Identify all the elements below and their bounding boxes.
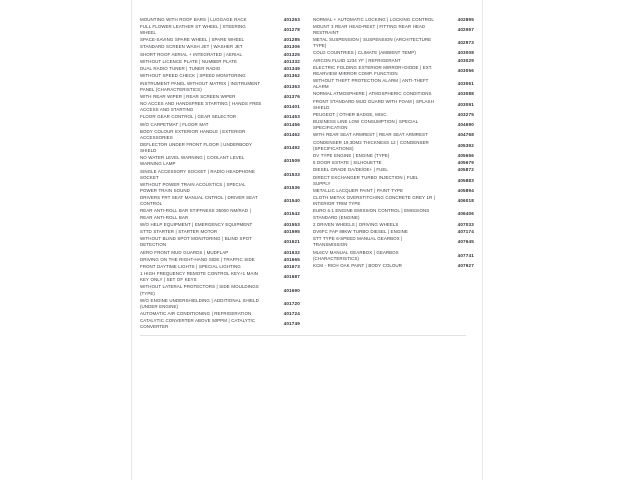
table-row xyxy=(313,174,480,187)
spec-code: 407645 xyxy=(457,239,474,245)
table-row xyxy=(313,16,480,23)
spec-code: 401363 xyxy=(283,83,300,89)
spec-description: DIRECT EXCHANGER TURBO INJECTION | FUEL SUPPLY xyxy=(313,174,419,186)
spec-code: 401362 xyxy=(283,73,300,79)
table-row xyxy=(313,249,480,262)
spec-description: W/O CARPETMAT | FLOOR MAT xyxy=(140,121,209,127)
spec-description: FULL FLOWER LEATHER ST WHEEL | STEERING WHEEL xyxy=(140,23,246,35)
table-row xyxy=(140,58,306,65)
spec-description: NO ACCES AND HANDSFREE STARTING | HANDS FREE ACCESS AND STARTING xyxy=(140,101,262,113)
spec-code: 405392 xyxy=(457,142,474,148)
spec-code: 406018 xyxy=(457,198,474,204)
spec-code: 403091 xyxy=(457,101,474,107)
table-row xyxy=(140,284,306,297)
spec-table-left-column xyxy=(140,16,310,331)
table-row xyxy=(140,195,306,208)
spec-description: NORMAL + AUTOMATIC LOCKING | LOCKING CONTROL xyxy=(313,16,434,22)
table-row xyxy=(140,310,306,317)
spec-description: DV6FC FAP 88KW TURBO DIESEL | ENGINE xyxy=(313,228,408,234)
table-row xyxy=(140,37,306,44)
spec-description: 2 DRIVEN WHEELS | DRIVING WHEELS xyxy=(313,221,399,227)
spec-description: CONDENSER 19,3DM2 THICKNESS 12 | CONDENSER (SPECIFICATIONS) xyxy=(313,139,429,151)
spec-code: 401453 xyxy=(283,114,300,120)
spec-description: REAR ANTI-ROLL BAR STIFFNESS 35000 NM/RAD | REAR ANTI-ROLL BAR xyxy=(140,208,251,220)
spec-description: W/O HELP EQUIPMENT | EMERGENCY EQUIPMENT xyxy=(140,221,253,227)
spec-code: 407174 xyxy=(457,228,474,234)
spec-description: EURO 6.1 ENGINE EMISSION CONTROL | EMISSIONS STANDARD (ENGINE) xyxy=(313,208,430,220)
spec-code: 401673 xyxy=(283,263,300,269)
spec-description: MOUNT 3 REAR HEAD-REST | FITTING REAR HEAD RESTRAINT xyxy=(313,23,426,35)
spec-code: 401749 xyxy=(283,321,300,327)
spec-code: 405894 xyxy=(457,187,474,193)
spec-code: 401690 xyxy=(283,287,300,293)
table-row xyxy=(313,64,480,77)
spec-table-right-column xyxy=(310,16,480,269)
table-row xyxy=(313,228,480,235)
spec-description: METALLIC LACQUER PAINT | PAINT TYPE xyxy=(313,187,404,193)
table-row xyxy=(140,100,306,113)
spec-code: 401325 xyxy=(283,51,300,57)
spec-description: STTD STARTER | STARTER MOTOR xyxy=(140,228,218,234)
spec-description: WITHOUT POWER TRAIN ACOUSTICS | SPECIAL POWER TRAIN SOUND xyxy=(140,181,246,193)
spec-code: 401509 xyxy=(283,158,300,164)
spec-table xyxy=(140,16,480,331)
spec-code: 403029 xyxy=(457,57,474,63)
spec-code: 406406 xyxy=(457,211,474,217)
table-row xyxy=(140,181,306,194)
table-row xyxy=(140,121,306,128)
spec-code: 407033 xyxy=(457,221,474,227)
table-row xyxy=(140,73,306,80)
table-row xyxy=(140,44,306,51)
table-row xyxy=(140,236,306,249)
spec-description: WITHOUT BLIND SPOT MONITORING | BLIND SPOT DETECTION xyxy=(140,236,252,248)
table-row xyxy=(140,221,306,228)
spec-description: KCM - RICH OAK PAINT | BODY COLOUR xyxy=(313,262,402,268)
spec-code: 401595 xyxy=(283,228,300,234)
spec-description: AIRCON FLUID 1234 YF | REFRIGERANT xyxy=(313,57,401,63)
spec-code: 401687 xyxy=(283,274,300,280)
spec-description: STANDARD SCREEN WASH JET | WASHER JET xyxy=(140,44,243,50)
spec-code: 403056 xyxy=(457,67,474,73)
table-row xyxy=(140,155,306,168)
spec-description: DEFLECTOR UNDER FRONT FLOOR | UNDERBODY SHIELD xyxy=(140,142,252,154)
spec-code: 401720 xyxy=(283,300,300,306)
table-row xyxy=(313,236,480,249)
table-row xyxy=(140,93,306,100)
table-row xyxy=(313,221,480,228)
spec-description: MOUNTING WITH ROOF BARS | LUGGAGE RACK xyxy=(140,16,247,22)
spec-description: ELECTRIC FOLDING EXTERIOR MIRROR+DIODE | EXT. REARVIEW MIRROR COMP. FUNCTION xyxy=(313,64,433,76)
table-row xyxy=(313,152,480,159)
spec-code: 403061 xyxy=(457,81,474,87)
spec-code: 401533 xyxy=(283,171,300,177)
table-row xyxy=(313,208,480,221)
spec-code: 407927 xyxy=(457,262,474,268)
spec-code: 405872 xyxy=(457,167,474,173)
spec-code: 404768 xyxy=(457,132,474,138)
table-row xyxy=(313,262,480,269)
table-row xyxy=(313,167,480,174)
spec-description: PEUGEOT | OTHER BADGE, MISC. xyxy=(313,111,388,117)
table-row xyxy=(140,249,306,256)
spec-code: 403008 xyxy=(457,50,474,56)
table-row xyxy=(313,132,480,139)
spec-code: 402957 xyxy=(457,26,474,32)
table-row xyxy=(140,168,306,181)
spec-code: 401492 xyxy=(283,145,300,151)
table-row xyxy=(140,228,306,235)
spec-code: 401632 xyxy=(283,249,300,255)
spec-table-columns xyxy=(140,16,480,331)
table-row xyxy=(140,114,306,121)
spec-code: 401553 xyxy=(283,221,300,227)
spec-description: SINGLE ACCESSORY SOCKET | RADIO HEADPHONE SOCKET xyxy=(140,168,255,180)
table-row xyxy=(140,80,306,93)
spec-description: ML6CV MANUAL GEARBOX | GEARBOX (CHARACTERISTICS) xyxy=(313,249,399,261)
table-row xyxy=(140,128,306,141)
table-row xyxy=(313,160,480,167)
table-row xyxy=(313,111,480,118)
spec-code: 407741 xyxy=(457,252,474,258)
spec-code: 401540 xyxy=(283,198,300,204)
spec-code: 401542 xyxy=(283,211,300,217)
spec-description: WITHOUT THEFT PROTECTION ALARM | ANTI-THEFT ALARM xyxy=(313,78,429,90)
spec-description: WITHOUT LATERAL PROTECTORS | SIDE MOULDINGS (TYPE) xyxy=(140,284,259,296)
spec-code: 401306 xyxy=(283,44,300,50)
spec-description: W/O ENGINE UNDERSHIELDING | ADDITIONAL SHIELD (UNDER ENGINE) xyxy=(140,297,259,309)
spec-code: 401724 xyxy=(283,311,300,317)
spec-code: 401263 xyxy=(283,16,300,22)
spec-code: 401332 xyxy=(283,58,300,64)
table-row xyxy=(140,16,306,23)
spec-code: 401349 xyxy=(283,66,300,72)
spec-description: NO WATER LEVEL WARNING | COOLANT LEVEL WARNING LAMP xyxy=(140,155,245,167)
spec-code: 401462 xyxy=(283,131,300,137)
table-row xyxy=(140,65,306,72)
spec-description: SPACE-SAVING SPARE WHEEL | SPARE WHEEL xyxy=(140,37,245,43)
table-row xyxy=(140,23,306,36)
table-row xyxy=(313,195,480,208)
spec-code: 401285 xyxy=(283,37,300,43)
table-row xyxy=(140,256,306,263)
spec-code: 405679 xyxy=(457,160,474,166)
spec-description: DIESEL GRADE DA/DE/DE+ | FUEL xyxy=(313,167,388,173)
table-row xyxy=(140,208,306,221)
spec-code: 401401 xyxy=(283,104,300,110)
table-row xyxy=(140,297,306,310)
table-row xyxy=(140,51,306,58)
table-row xyxy=(313,78,480,91)
spec-description: FLOOR GEAR CONTROL | GEAR SELECTOR xyxy=(140,114,237,120)
spec-description: INSTRUMENT PANEL WITHOUT MATRIX | INSTRUMENT PANEL (CHARACTERISTICS) xyxy=(140,80,261,92)
table-row xyxy=(140,318,306,331)
table-row xyxy=(140,141,306,154)
spec-description: DV TYPE ENGINE | ENGINE (TYPE) xyxy=(313,152,390,158)
table-row xyxy=(140,263,306,270)
spec-description: STT TYPE 6-SPEED MANUAL GEARBOX | TRANSMISSION xyxy=(313,236,403,248)
table-row xyxy=(313,98,480,111)
table-footer-rule xyxy=(140,335,466,336)
spec-description: FRONT DAYTIME LIGHTS | SPECIAL LIGHTING xyxy=(140,263,241,269)
spec-code: 405883 xyxy=(457,177,474,183)
table-row xyxy=(313,57,480,64)
spec-code: 403088 xyxy=(457,91,474,97)
spec-description: AERO FRONT MUD GUARDS | MUDFLAP xyxy=(140,249,229,255)
spec-code: 401536 xyxy=(283,184,300,190)
spec-code: 404690 xyxy=(457,122,474,128)
spec-description: 5 DOOR ESTATE | SILHOUETTE xyxy=(313,160,382,166)
spec-description: SHORT ROOF AERIAL + INTEGRATED | AERIAL xyxy=(140,51,243,57)
spec-code: 402973 xyxy=(457,40,474,46)
spec-description: WITH REAR WIPER | REAR SCREEN WIPER xyxy=(140,93,236,99)
spec-code: 405656 xyxy=(457,152,474,158)
table-row xyxy=(313,50,480,57)
spec-description: FRONT STANDARD MUD GUARD WITH FOAM | SPLASH SHIELD xyxy=(313,98,434,110)
table-row xyxy=(140,271,306,284)
spec-description: WITH REAR SEAT ARMREST | REAR SEAT ARMREST xyxy=(313,132,428,138)
spec-code: 402895 xyxy=(457,16,474,22)
spec-description: DRIVING ON THE RIGHT-HAND SIDE | TRAFFIC SIDE xyxy=(140,256,255,262)
table-row xyxy=(313,23,480,36)
spec-code: 401665 xyxy=(283,256,300,262)
spec-description: DRIVERS FRT SEAT MANUAL CNTROL | DRIVER SEAT CONTROL xyxy=(140,195,258,207)
spec-description: WITHOUT SPEED CHECK | SPEED MONITORING xyxy=(140,73,246,79)
spec-code: 401376 xyxy=(283,93,300,99)
spec-description: DUAL RADIO TUNER | TUNER RADIO xyxy=(140,66,221,72)
spec-description: CATALYTIC CONVERTER ABOVE 50PPM | CATALYTIC CONVERTER xyxy=(140,318,256,330)
spec-description: COLD COUNTRIES | CLIMATE (AMBIENT TEMP) xyxy=(313,50,416,56)
spec-description: NORMAL ATMOSPHERE | ATMOSPHERIC CONDITIONS xyxy=(313,91,432,97)
spec-description: 1 HIGH FREQUENCY REMOTE CONTROL KEY+1 MAIN KEY ONLY | SET OF KEYS xyxy=(140,271,259,283)
spec-description: WITHOUT LICENCE PLATE | NUMBER PLATE xyxy=(140,58,238,64)
table-row xyxy=(313,119,480,132)
spec-description: CLOTH METAX OVERSTITCHING CONCRETE GREY 1R | INTERIOR TRIM TYPE xyxy=(313,195,435,207)
spec-description: BUSINESS LINE LOW CONSUMPTION | SPECIAL SPECIFICATION xyxy=(313,119,418,131)
table-row xyxy=(313,37,480,50)
spec-description: BODY COLOUR EXTERIOR HANDLE | EXTERIOR ACCESSORIES xyxy=(140,128,246,140)
spec-code: 401456 xyxy=(283,121,300,127)
spec-code: 401278 xyxy=(283,26,300,32)
spec-code: 401621 xyxy=(283,239,300,245)
spec-description: METAL SUSPENSION | SUSPENSION (ARCHITECTURE TYPE) xyxy=(313,37,432,49)
table-row xyxy=(313,187,480,194)
table-row xyxy=(313,91,480,98)
spec-description: AUTOMATIC AIR CONDITIONING | REFRIGERATION xyxy=(140,311,252,317)
table-row xyxy=(313,139,480,152)
spec-code: 403275 xyxy=(457,111,474,117)
